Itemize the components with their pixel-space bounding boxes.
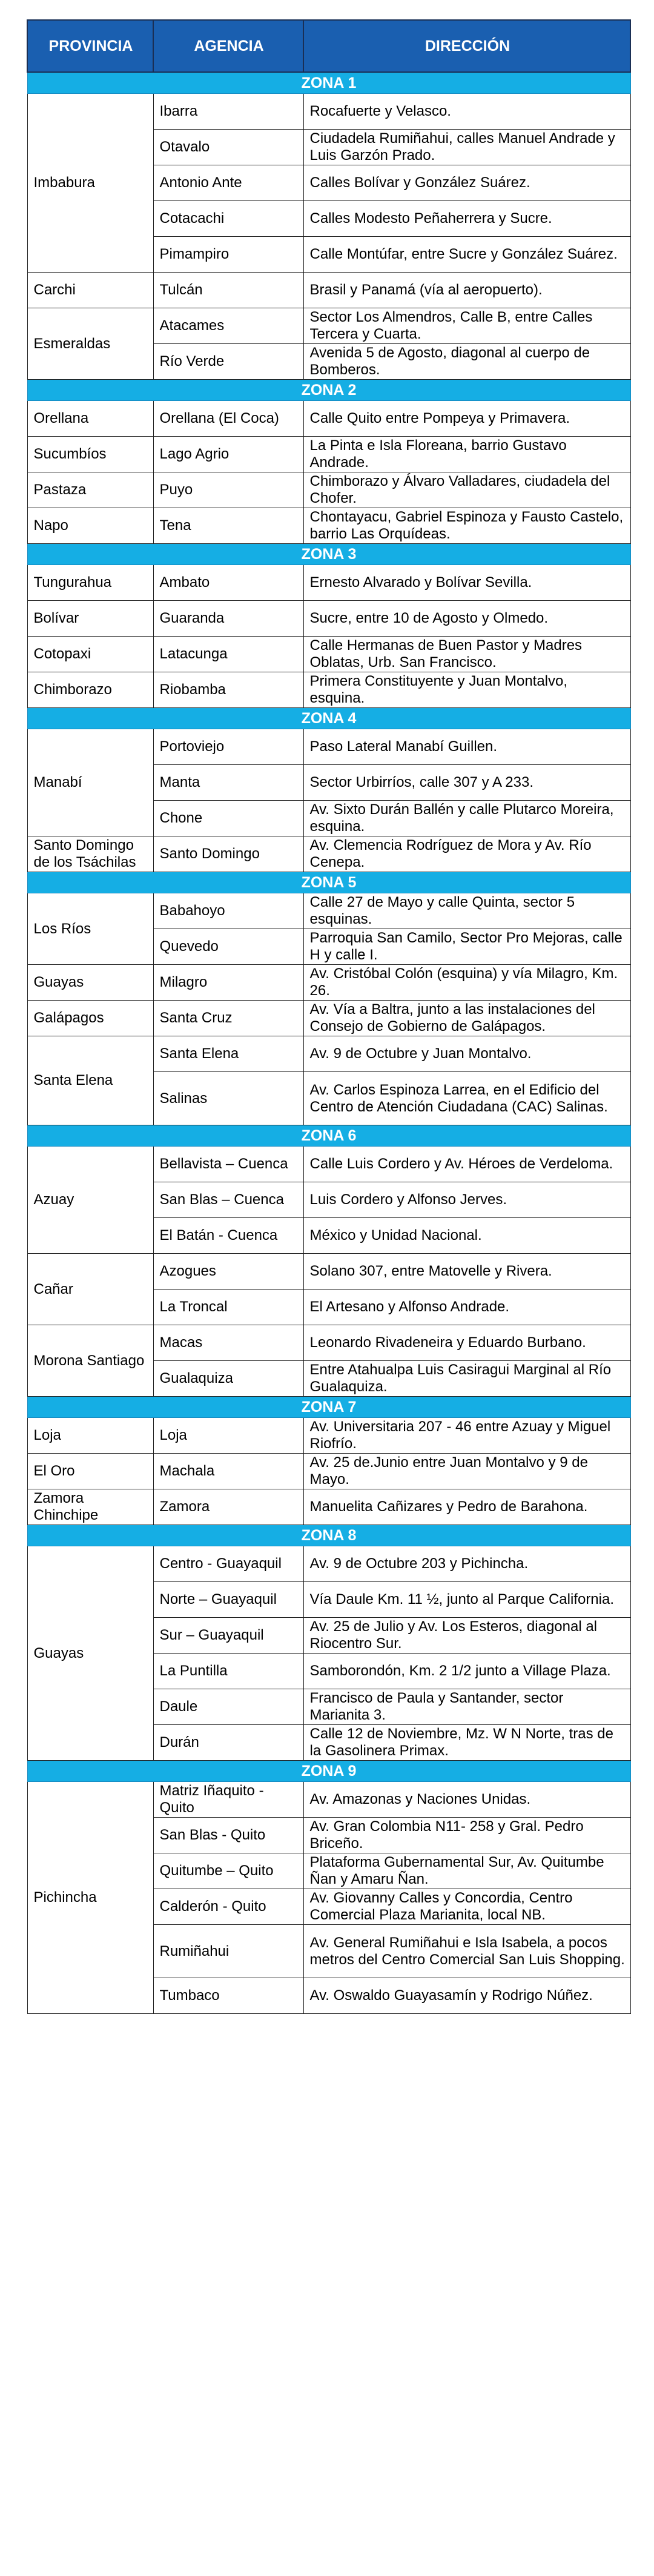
agency-cell: Tulcán <box>153 273 303 308</box>
column-header-agencia: AGENCIA <box>153 20 303 72</box>
agency-cell: Santa Elena <box>153 1036 303 1072</box>
address-cell: Leonardo Rivadeneira y Eduardo Burbano. <box>303 1325 630 1361</box>
agency-cell: Lago Agrio <box>153 437 303 472</box>
agency-cell: Portoviejo <box>153 729 303 765</box>
agency-cell: Riobamba <box>153 672 303 708</box>
province-cell: El Oro <box>27 1454 153 1489</box>
zone-header-row <box>27 380 630 401</box>
province-cell: Azuay <box>27 1147 153 1254</box>
province-cell: Pastaza <box>27 472 153 508</box>
agency-cell: Río Verde <box>153 344 303 380</box>
agency-cell: Zamora <box>153 1489 303 1525</box>
table-row <box>27 1001 630 1036</box>
zone-header-row <box>27 72 630 94</box>
agency-cell: Macas <box>153 1325 303 1361</box>
table-row <box>27 1418 630 1454</box>
agency-cell: Rumiñahui <box>153 1925 303 1978</box>
agency-cell: Santa Cruz <box>153 1001 303 1036</box>
province-cell: Tungurahua <box>27 565 153 601</box>
agency-cell: Quitumbe – Quito <box>153 1853 303 1889</box>
address-cell: Chimborazo y Álvaro Valladares, ciudadela del Chofer. <box>303 472 630 508</box>
address-cell: Av. 9 de Octubre y Juan Montalvo. <box>303 1036 630 1072</box>
agency-cell: Matriz Iñaquito - Quito <box>153 1782 303 1818</box>
address-cell: Manuelita Cañizares y Pedro de Barahona. <box>303 1489 630 1525</box>
table-row <box>27 94 630 130</box>
agency-cell: Quevedo <box>153 929 303 965</box>
agency-cell: Bellavista – Cuenca <box>153 1147 303 1182</box>
table-row <box>27 1546 630 1582</box>
zone-label: ZONA 5 <box>27 872 630 893</box>
agency-cell: Antonio Ante <box>153 165 303 201</box>
table-header-row <box>27 20 630 72</box>
address-cell: Vía Daule Km. 11 ½, junto al Parque California. <box>303 1582 630 1618</box>
agency-cell: Gualaquiza <box>153 1361 303 1397</box>
address-cell: Av. Giovanny Calles y Concordia, Centro Comercial Plaza Marianita, local NB. <box>303 1889 630 1925</box>
address-cell: Av. 25 de.Junio entre Juan Montalvo y 9 de Mayo. <box>303 1454 630 1489</box>
table-row <box>27 508 630 544</box>
table-row <box>27 893 630 929</box>
zone-label: ZONA 3 <box>27 544 630 565</box>
address-cell: Calle 27 de Mayo y calle Quinta, sector 5 esquinas. <box>303 893 630 929</box>
table-row <box>27 1036 630 1072</box>
zone-header-row <box>27 1525 630 1546</box>
agency-cell: Ambato <box>153 565 303 601</box>
province-cell: Cañar <box>27 1254 153 1325</box>
address-cell: El Artesano y Alfonso Andrade. <box>303 1290 630 1325</box>
table-row <box>27 401 630 437</box>
address-cell: Av. Sixto Durán Ballén y calle Plutarco Moreira, esquina. <box>303 801 630 836</box>
agency-cell: Babahoyo <box>153 893 303 929</box>
zone-label: ZONA 9 <box>27 1761 630 1782</box>
province-cell: Carchi <box>27 273 153 308</box>
table-row <box>27 672 630 708</box>
province-cell: Guayas <box>27 1546 153 1761</box>
province-cell: Orellana <box>27 401 153 437</box>
address-cell: Sector Los Almendros, Calle B, entre Calles Tercera y Cuarta. <box>303 308 630 344</box>
agency-cell: Latacunga <box>153 637 303 672</box>
address-cell: Primera Constituyente y Juan Montalvo, esquina. <box>303 672 630 708</box>
address-cell: Ciudadela Rumiñahui, calles Manuel Andrade y Luis Garzón Prado. <box>303 130 630 165</box>
table-row <box>27 437 630 472</box>
table-row <box>27 1325 630 1361</box>
address-cell: Sector Urbirríos, calle 307 y A 233. <box>303 765 630 801</box>
agency-cell: La Puntilla <box>153 1654 303 1689</box>
agency-cell: Centro - Guayaquil <box>153 1546 303 1582</box>
table-row <box>27 965 630 1001</box>
address-cell: Av. Clemencia Rodríguez de Mora y Av. Río Cenepa. <box>303 836 630 872</box>
table-row <box>27 1489 630 1525</box>
province-cell: Cotopaxi <box>27 637 153 672</box>
address-cell: Calle Montúfar, entre Sucre y González Suárez. <box>303 237 630 273</box>
zone-header-row <box>27 1125 630 1147</box>
table-row <box>27 308 630 344</box>
address-cell: Solano 307, entre Matovelle y Rivera. <box>303 1254 630 1290</box>
province-cell: Morona Santiago <box>27 1325 153 1397</box>
address-cell: Av. 9 de Octubre 203 y Pichincha. <box>303 1546 630 1582</box>
address-cell: Calle Luis Cordero y Av. Héroes de Verdeloma. <box>303 1147 630 1182</box>
province-cell: Guayas <box>27 965 153 1001</box>
address-cell: Calles Bolívar y González Suárez. <box>303 165 630 201</box>
agency-cell: Daule <box>153 1689 303 1725</box>
province-cell: Zamora Chinchipe <box>27 1489 153 1525</box>
agency-cell: Guaranda <box>153 601 303 637</box>
address-cell: Av. Gran Colombia N11- 258 y Gral. Pedro Briceño. <box>303 1818 630 1853</box>
zone-label: ZONA 6 <box>27 1125 630 1147</box>
table-row <box>27 1147 630 1182</box>
province-cell: Imbabura <box>27 94 153 273</box>
province-cell: Esmeraldas <box>27 308 153 380</box>
address-cell: La Pinta e Isla Floreana, barrio Gustavo Andrade. <box>303 437 630 472</box>
address-cell: Av. 25 de Julio y Av. Los Esteros, diagonal al Riocentro Sur. <box>303 1618 630 1654</box>
zone-label: ZONA 1 <box>27 72 630 94</box>
province-cell: Napo <box>27 508 153 544</box>
agency-cell: Ibarra <box>153 94 303 130</box>
agency-cell: San Blas – Cuenca <box>153 1182 303 1218</box>
column-header-direccion: DIRECCIÓN <box>303 20 630 72</box>
address-cell: Plataforma Gubernamental Sur, Av. Quitumbe Ñan y Amaru Ñan. <box>303 1853 630 1889</box>
address-cell: Parroquia San Camilo, Sector Pro Mejoras, calle H y calle I. <box>303 929 630 965</box>
agency-cell: El Batán - Cuenca <box>153 1218 303 1254</box>
zone-header-row <box>27 872 630 893</box>
table-row <box>27 637 630 672</box>
table-row <box>27 565 630 601</box>
agency-cell: Norte – Guayaquil <box>153 1582 303 1618</box>
address-cell: Sucre, entre 10 de Agosto y Olmedo. <box>303 601 630 637</box>
column-header-provincia: PROVINCIA <box>27 20 153 72</box>
agency-cell: Sur – Guayaquil <box>153 1618 303 1654</box>
zone-label: ZONA 2 <box>27 380 630 401</box>
agency-cell: Milagro <box>153 965 303 1001</box>
address-cell: Av. General Rumiñahui e Isla Isabela, a pocos metros del Centro Comercial San Luis Shopping. <box>303 1925 630 1978</box>
table-row <box>27 601 630 637</box>
agency-cell: Manta <box>153 765 303 801</box>
agency-cell: Chone <box>153 801 303 836</box>
table-row <box>27 729 630 765</box>
agency-cell: Orellana (El Coca) <box>153 401 303 437</box>
agency-cell: Santo Domingo <box>153 836 303 872</box>
agency-cell: Tumbaco <box>153 1978 303 2014</box>
province-cell: Los Ríos <box>27 893 153 965</box>
table-row <box>27 1254 630 1290</box>
zone-header-row <box>27 1397 630 1418</box>
agency-cell: Tena <box>153 508 303 544</box>
province-cell: Chimborazo <box>27 672 153 708</box>
table-row <box>27 472 630 508</box>
table-row <box>27 273 630 308</box>
address-cell: Av. Amazonas y Naciones Unidas. <box>303 1782 630 1818</box>
address-cell: Avenida 5 de Agosto, diagonal al cuerpo de Bomberos. <box>303 344 630 380</box>
address-cell: Av. Universitaria 207 - 46 entre Azuay y Miguel Riofrío. <box>303 1418 630 1454</box>
province-cell: Galápagos <box>27 1001 153 1036</box>
agencies-table <box>27 19 631 2014</box>
province-cell: Manabí <box>27 729 153 836</box>
address-cell: Francisco de Paula y Santander, sector Marianita 3. <box>303 1689 630 1725</box>
agency-cell: Pimampiro <box>153 237 303 273</box>
address-cell: Samborondón, Km. 2 1/2 junto a Village Plaza. <box>303 1654 630 1689</box>
address-cell: México y Unidad Nacional. <box>303 1218 630 1254</box>
table-row <box>27 1454 630 1489</box>
address-cell: Ernesto Alvarado y Bolívar Sevilla. <box>303 565 630 601</box>
table-row <box>27 1782 630 1818</box>
agency-cell: La Troncal <box>153 1290 303 1325</box>
province-cell: Loja <box>27 1418 153 1454</box>
agency-cell: Puyo <box>153 472 303 508</box>
zone-label: ZONA 8 <box>27 1525 630 1546</box>
agency-cell: Loja <box>153 1418 303 1454</box>
address-cell: Av. Cristóbal Colón (esquina) y vía Milagro, Km. 26. <box>303 965 630 1001</box>
province-cell: Pichincha <box>27 1782 153 2014</box>
agency-cell: Cotacachi <box>153 201 303 237</box>
table-row <box>27 836 630 872</box>
zone-header-row <box>27 708 630 729</box>
agency-cell: Durán <box>153 1725 303 1761</box>
agency-cell: Azogues <box>153 1254 303 1290</box>
agency-cell: San Blas - Quito <box>153 1818 303 1853</box>
zone-label: ZONA 4 <box>27 708 630 729</box>
agency-cell: Calderón - Quito <box>153 1889 303 1925</box>
province-cell: Santo Domingo de los Tsáchilas <box>27 836 153 872</box>
address-cell: Paso Lateral Manabí Guillen. <box>303 729 630 765</box>
address-cell: Av. Carlos Espinoza Larrea, en el Edificio del Centro de Atención Ciudadana (CAC) Salinas. <box>303 1072 630 1125</box>
province-cell: Santa Elena <box>27 1036 153 1125</box>
address-cell: Luis Cordero y Alfonso Jerves. <box>303 1182 630 1218</box>
zone-header-row <box>27 1761 630 1782</box>
address-cell: Brasil y Panamá (vía al aeropuerto). <box>303 273 630 308</box>
province-cell: Sucumbíos <box>27 437 153 472</box>
address-cell: Chontayacu, Gabriel Espinoza y Fausto Castelo, barrio Las Orquídeas. <box>303 508 630 544</box>
province-cell: Bolívar <box>27 601 153 637</box>
address-cell: Calle 12 de Noviembre, Mz. W N Norte, tras de la Gasolinera Primax. <box>303 1725 630 1761</box>
agency-cell: Salinas <box>153 1072 303 1125</box>
address-cell: Calle Hermanas de Buen Pastor y Madres Oblatas, Urb. San Francisco. <box>303 637 630 672</box>
address-cell: Calle Quito entre Pompeya y Primavera. <box>303 401 630 437</box>
address-cell: Entre Atahualpa Luis Casiragui Marginal al Río Gualaquiza. <box>303 1361 630 1397</box>
agency-cell: Machala <box>153 1454 303 1489</box>
zone-label: ZONA 7 <box>27 1397 630 1418</box>
address-cell: Rocafuerte y Velasco. <box>303 94 630 130</box>
agency-cell: Atacames <box>153 308 303 344</box>
agency-cell: Otavalo <box>153 130 303 165</box>
zone-header-row <box>27 544 630 565</box>
address-cell: Av. Oswaldo Guayasamín y Rodrigo Núñez. <box>303 1978 630 2014</box>
address-cell: Av. Vía a Baltra, junto a las instalaciones del Consejo de Gobierno de Galápagos. <box>303 1001 630 1036</box>
address-cell: Calles Modesto Peñaherrera y Sucre. <box>303 201 630 237</box>
